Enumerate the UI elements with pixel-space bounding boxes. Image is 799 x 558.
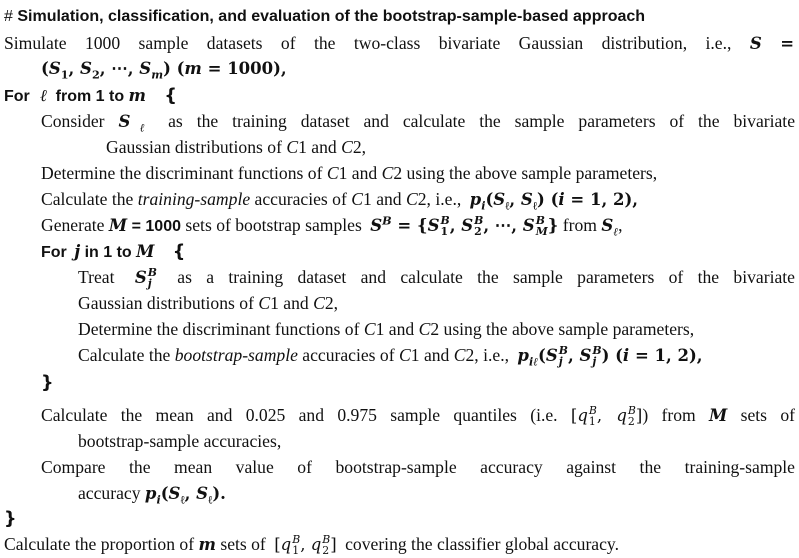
step-consider-cont: Gaussian distributions of C1 and C2, xyxy=(106,137,367,157)
step-generate: Generate M = 1000 sets of bootstrap samples $S^B = \{S$ B 1 , S B 2 , ⋯, S B M } from $S_\ell$, xyxy=(41,213,623,239)
step-compare-cont: accuracy $p_i(S_\ell$, $S_\ell$). xyxy=(78,483,226,507)
step-mean-quantiles: Calculate the mean and 0.025 and 0.975 sample quantiles (i.e. [q B 1 , q B 2 ]) from M sets of xyxy=(41,404,796,428)
step-treat-cont: Gaussian distributions of C1 and C2, xyxy=(78,293,339,313)
step-bootstrap-accuracy: Calculate the bootstrap-sample accuracies of C1 and C2, i.e., $p_{i\ell}(S$ B j , S B j ) (i = 1, 2), xyxy=(78,344,703,369)
step-simulate: Simulate 1000 sample datasets of the two-class bivariate Gaussian distribution, i.e., S = xyxy=(4,33,795,53)
open-brace-outer: { xyxy=(164,86,177,106)
step-training-accuracy: Calculate the training-sample accuracies of C1 and C2, i.e., $p_i(S_\ell$, $S_\ell$) (i = 1, 2), xyxy=(41,189,639,213)
heading-title: Simulation, classification, and evaluation of the bootstrap-sample-based approach xyxy=(17,8,646,25)
step-final-proportion: Calculate the proportion of m sets of [q B 1 , q B 2 ] covering the classifier global accuracy. xyxy=(4,533,619,557)
step-mean-quantiles-cont: bootstrap-sample accuracies, xyxy=(78,431,282,451)
close-brace-inner: } xyxy=(41,373,54,393)
step-consider: Consider $S_\ell$ as the training dataset and calculate the sample parameters of the bivariate xyxy=(41,111,795,135)
heading-hash: # xyxy=(4,8,13,25)
close-brace-outer: } xyxy=(4,509,17,529)
step-compare: Compare the mean value of bootstrap-sample accuracy against the training-sample xyxy=(41,457,795,477)
step-simulate-cont: ($S_1$, $S_2$, ⋯, $S_m$) (m = 1000), xyxy=(41,59,287,82)
algorithm-heading xyxy=(4,4,645,30)
for-loop-outer: For ℓ from 1 to m { xyxy=(4,86,177,106)
for-loop-inner: For j in 1 to M { xyxy=(41,242,186,262)
step-determine-1: Determine the discriminant functions of C1 and C2 using the above sample parameters, xyxy=(41,163,658,183)
step-treat: Treat S B j as a training dataset and calculate the sample parameters of the bivariate xyxy=(78,266,795,290)
open-brace-inner: { xyxy=(172,242,186,262)
step-determine-2: Determine the discriminant functions of C1 and C2 using the above sample parameters, xyxy=(78,319,695,339)
